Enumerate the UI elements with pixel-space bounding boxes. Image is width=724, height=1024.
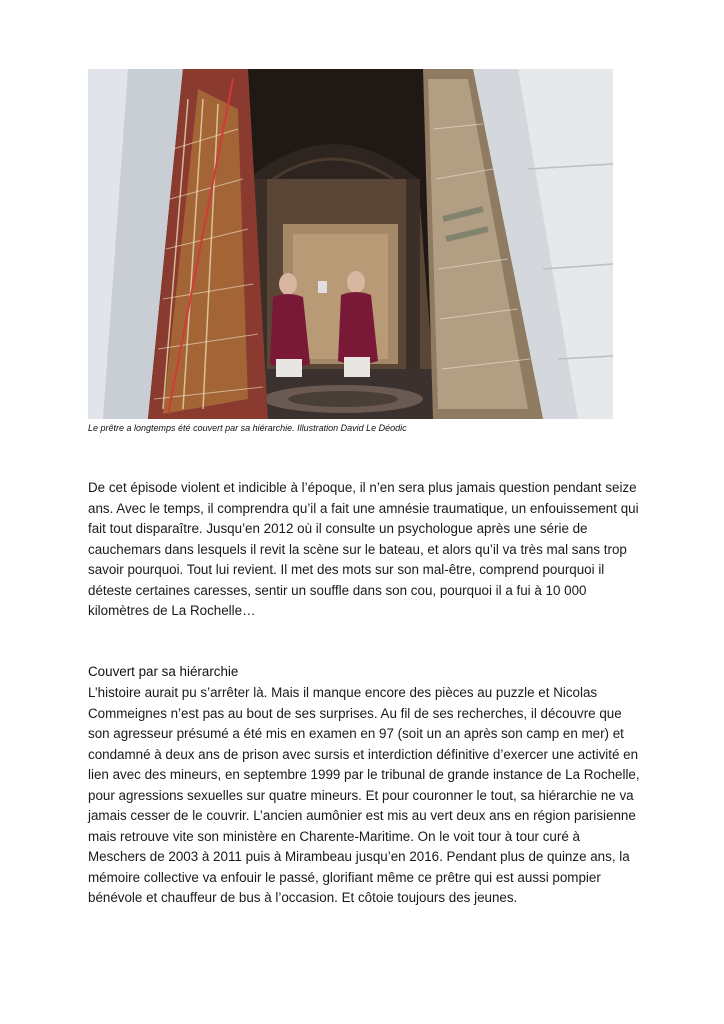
photo-caption: Le prêtre a longtemps été couvert par sa hiérarchie. Illustration David Le Déodic	[88, 423, 407, 433]
paragraph-2-text: L’histoire aurait pu s’arrêter là. Mais il manque encore des pièces au puzzle et Nicolas Commeignes n’est pas au bout de ses surprises. Au fil de ses recherches, il découvre que son agresseur présumé a été mis en examen en 97 (soit un an après son camp en mer) et condamné à deux ans de prison avec sursis et interdiction définitive d’exercer une activité en lien avec des mineurs, en septembre 1999 par le tribunal de grande instance de La Rochelle, pour agressions sexuelles sur quatre mineurs. Et pour couronner le tout, sa hiérarchie ne va jamais cesser de le couvrir. L’ancien aumônier est mis au vert deux ans en région parisienne mais retrouve vite son ministère en Charente-Maritime. On le voit tour à tour curé à Meschers de 2003 à 2011 puis à Mirambeau jusqu’en 2016. Pendant plus de quinze ans, la mémoire collective va enfouir le passé, glorifiant même ce prêtre qui est aussi pompier bénévole et chauffeur de bus à l’occasion. Et côtoie toujours des jeunes.	[88, 685, 640, 905]
section-heading: Couvert par sa hiérarchie	[88, 664, 239, 679]
church-doorway-photo	[88, 69, 613, 419]
paragraph-1	[88, 478, 640, 622]
paragraph-1-text: De cet épisode violent et indicible à l’époque, il n’en sera plus jamais question pendant seize ans. Avec le temps, il comprendra qu’il a fait une amnésie traumatique, un enfouissement qui fait tout disparaître. Jusqu’en 2012 où il consulte un psychologue après une série de cauchemars dans lesquels il revit la scène sur le bateau, et alors qu’il va très mal sans trop savoir pourquoi. Tout lui revient. Il met des mots sur son mal-être, comprend pourquoi il déteste certaines caresses, sentir un souffle dans son cou, pourquoi il a fui à 10 000 kilomètres de La Rochelle…	[88, 480, 639, 618]
article-photo	[88, 69, 613, 419]
paragraph-2	[88, 683, 640, 909]
